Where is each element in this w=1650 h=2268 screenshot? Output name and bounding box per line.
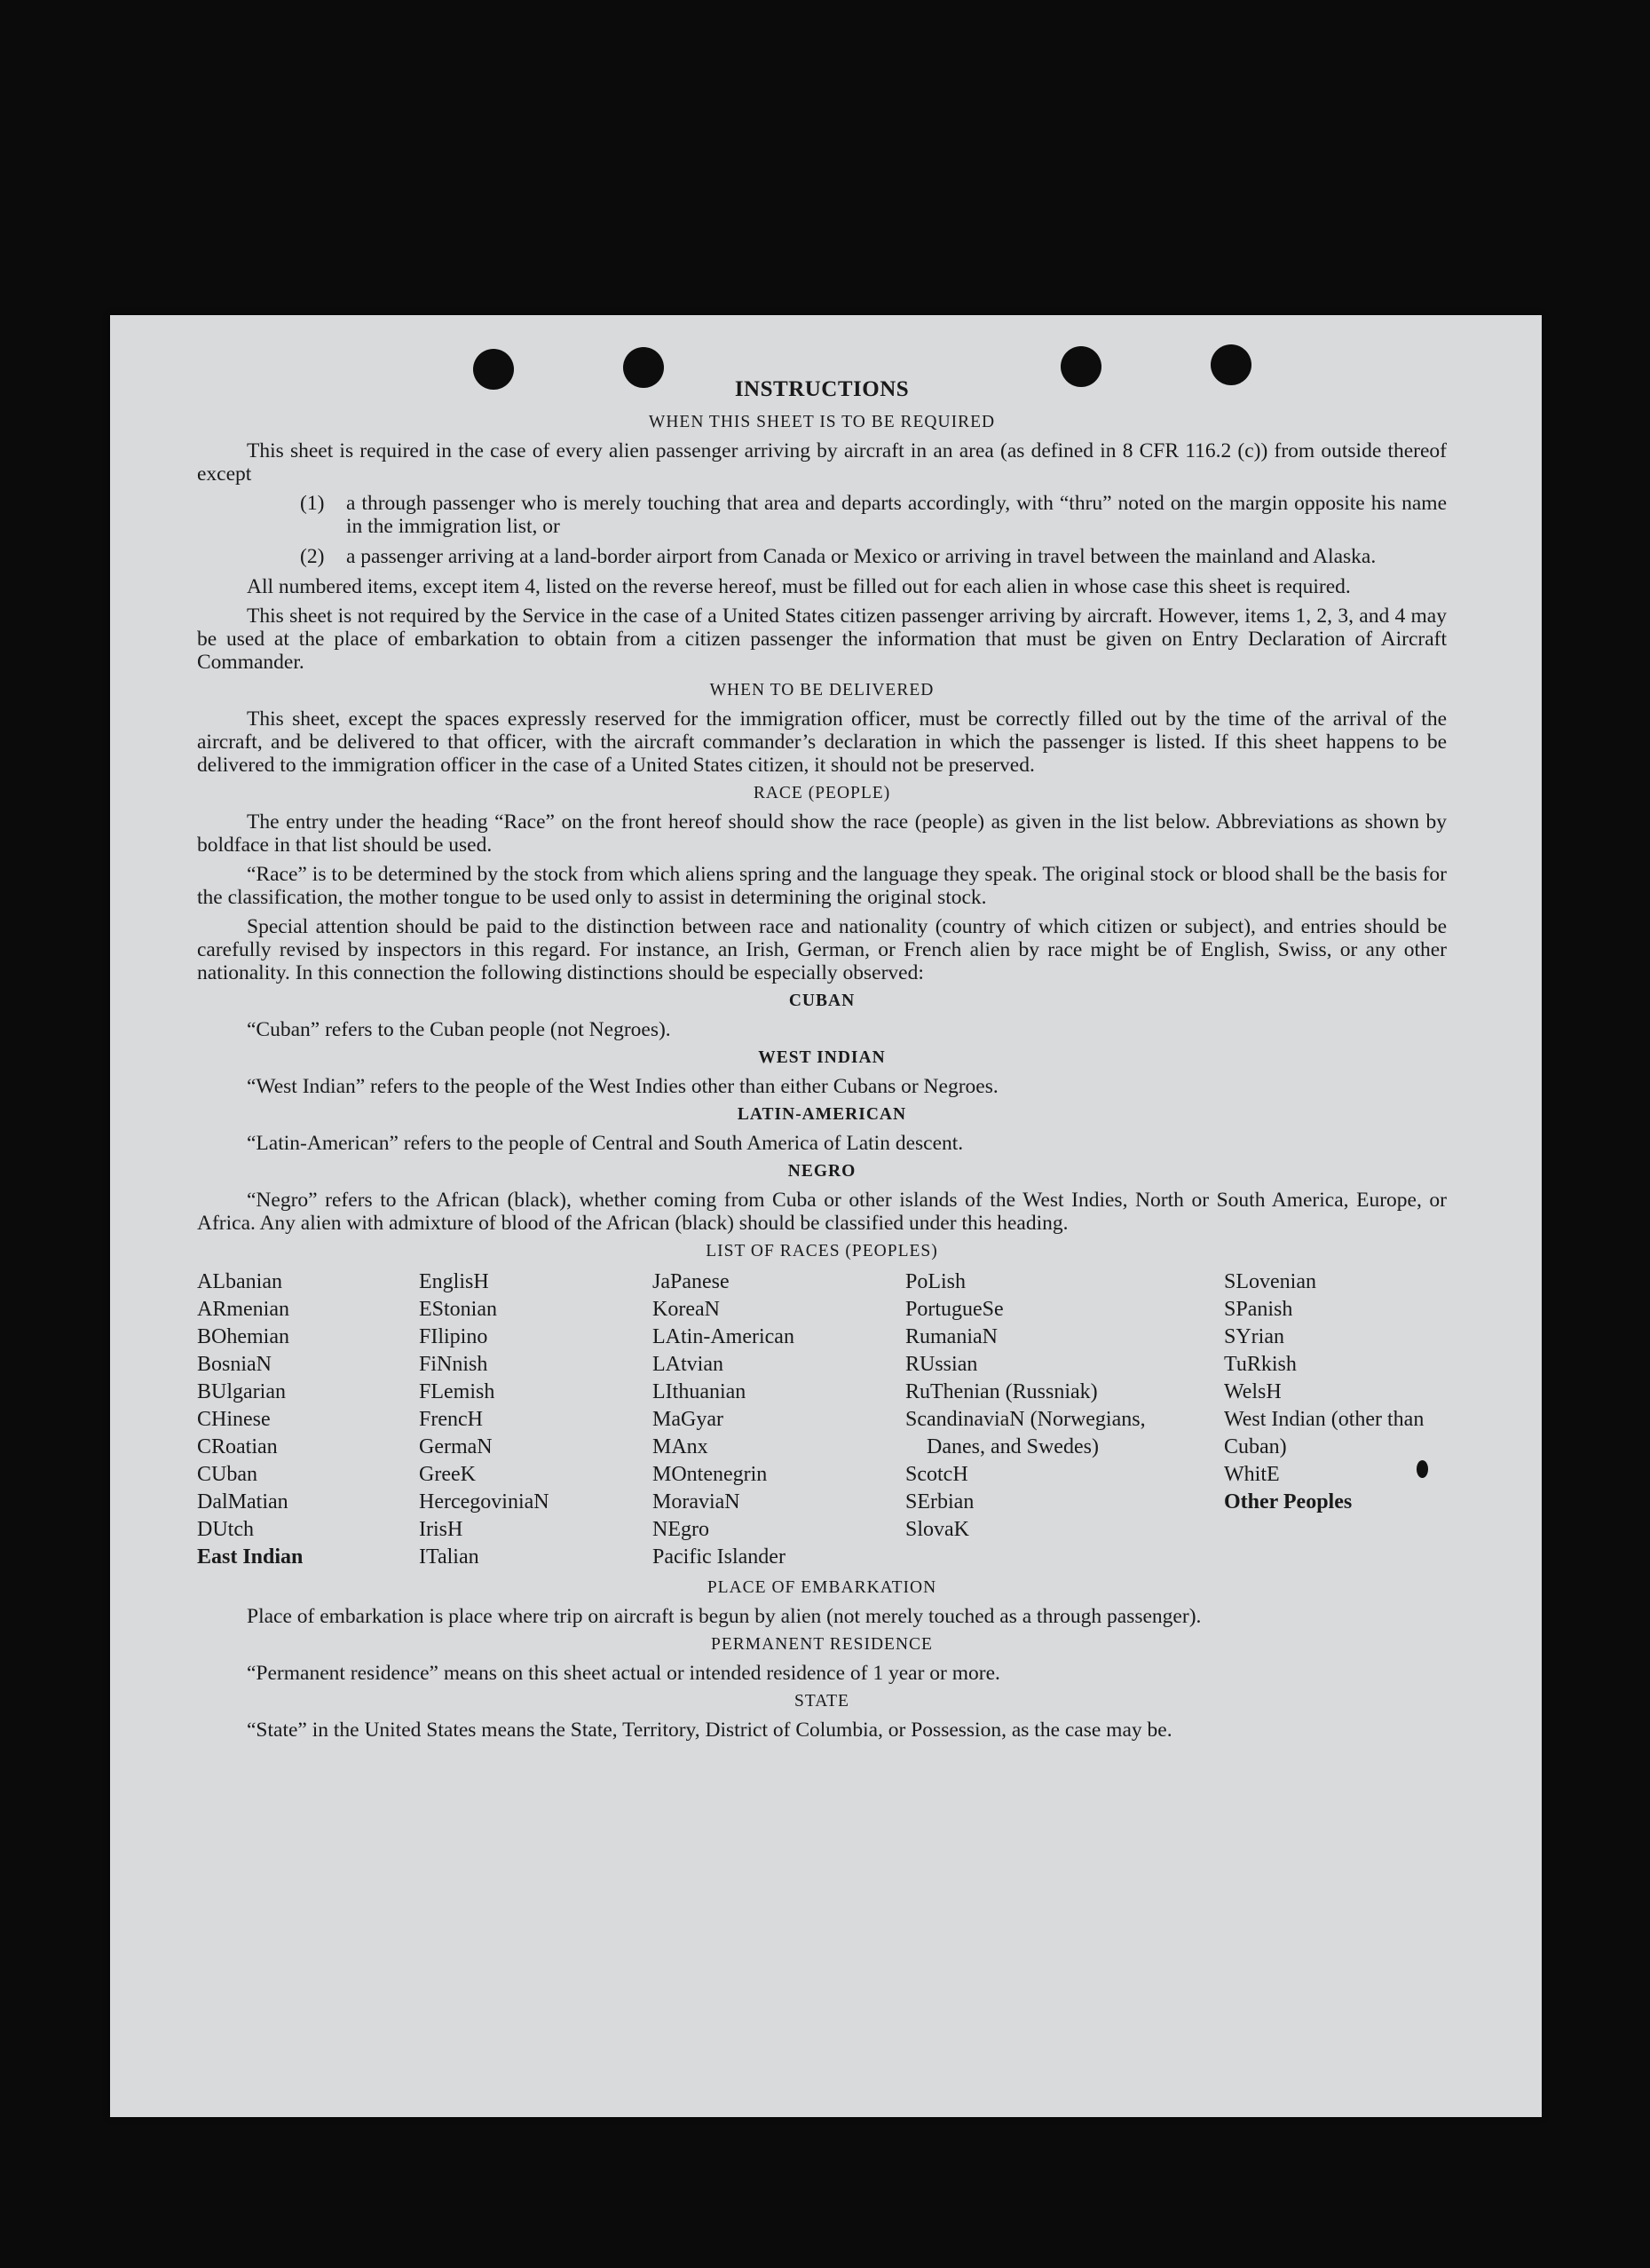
race-entry: HercegoviniaN: [419, 1490, 549, 1513]
paragraph: All numbered items, except item 4, listed on the reverse hereof, must be filled out for each alien in whose case this sheet is required.: [247, 575, 1351, 598]
race-entry: BOhemian: [197, 1325, 289, 1348]
race-entry: SYrian: [1224, 1325, 1284, 1348]
heading-latin-american: LATIN-AMERICAN: [737, 1105, 907, 1124]
race-entry: GreeK: [419, 1463, 476, 1486]
race-entry: RUssian: [905, 1353, 978, 1376]
races-list: [197, 1268, 1447, 1571]
race-entry: FLemish: [419, 1380, 495, 1403]
race-entry: MOntenegrin: [652, 1463, 768, 1486]
race-entry: SlovaK: [905, 1518, 969, 1541]
paragraph: “Race” is to be determined by the stock from which aliens spring and the language they speak. The original stock or blood shall be the basis for the classification, the mother tongue to be used only to assist in determining the original stock.: [197, 863, 1447, 909]
race-entry: EStonian: [419, 1298, 497, 1321]
page-title: INSTRUCTIONS: [734, 377, 910, 401]
race-entry: DUtch: [197, 1518, 254, 1541]
race-entry: Pacific Islander: [652, 1545, 786, 1569]
race-entry: BosniaN: [197, 1353, 272, 1376]
race-entry: FrencH: [419, 1408, 483, 1431]
race-entry: West Indian (other than Cuban): [1224, 1408, 1425, 1458]
paragraph: “State” in the United States means the State, Territory, District of Columbia, or Possession, as the case may be.: [247, 1719, 1172, 1742]
numbered-item: [197, 492, 1447, 538]
race-entry: LAtvian: [652, 1353, 723, 1376]
race-entry: EnglisH: [419, 1270, 489, 1293]
race-entry: JaPanese: [652, 1270, 730, 1293]
races-column: [905, 1268, 1224, 1571]
race-entry: FIlipino: [419, 1325, 488, 1348]
heading-races-list: LIST OF RACES (PEOPLES): [706, 1242, 938, 1260]
race-entry: IrisH: [419, 1518, 463, 1541]
heading-when-required: WHEN THIS SHEET IS TO BE REQUIRED: [648, 413, 996, 431]
paragraph: “Negro” refers to the African (black), whether coming from Cuba or other islands of the West Indies, North or South America, Europe, or Africa. Any alien with admixture of blood of the African (black) should be classified under this heading.: [197, 1189, 1447, 1235]
paragraph: Place of embarkation is place where trip on aircraft is begun by alien (not merely touched as a through passenger).: [247, 1605, 1202, 1628]
race-entry: MoraviaN: [652, 1490, 740, 1513]
race-entry: PortugueSe: [905, 1298, 1004, 1321]
race-entry: SPanish: [1224, 1298, 1293, 1321]
race-entry: BUlgarian: [197, 1380, 286, 1403]
item-number: (2): [300, 545, 325, 568]
races-column: [1224, 1268, 1447, 1571]
race-entry: WhitE: [1224, 1463, 1280, 1486]
heading-cuban: CUBAN: [788, 992, 856, 1010]
heading-state: STATE: [794, 1692, 849, 1711]
race-entry: WelsH: [1224, 1380, 1282, 1403]
item-number: (1): [300, 492, 325, 515]
race-entry: SLovenian: [1224, 1270, 1316, 1293]
race-entry: SErbian: [905, 1490, 975, 1513]
race-entry: KoreaN: [652, 1298, 720, 1321]
races-column: [197, 1268, 419, 1571]
race-entry: East Indian: [197, 1545, 304, 1569]
races-column: [652, 1268, 905, 1571]
race-entry: CUban: [197, 1463, 257, 1486]
race-entry: ITalian: [419, 1545, 479, 1569]
race-entry: Other Peoples: [1224, 1490, 1353, 1513]
race-entry: PoLish: [905, 1270, 967, 1293]
paragraph: This sheet is not required by the Service in the case of a United States citizen passenger arriving by aircraft. However, items 1, 2, 3, and 4 may be used at the place of embarkation to obtain from a citizen passenger the information that must be given on Entry Declaration of Aircraft Commander.: [197, 605, 1447, 674]
heading-west-indian: WEST INDIAN: [758, 1048, 886, 1067]
race-entry: MaGyar: [652, 1408, 723, 1431]
race-entry: FiNnish: [419, 1353, 488, 1376]
paragraph: “Permanent residence” means on this sheet actual or intended residence of 1 year or more.: [247, 1662, 1000, 1685]
race-entry: TuRkish: [1224, 1353, 1297, 1376]
race-entry: ScotcH: [905, 1463, 968, 1486]
race-entry: RuThenian (Russniak): [905, 1380, 1098, 1403]
document-body: [197, 377, 1447, 1748]
heading-race: RACE (PEOPLE): [753, 784, 891, 802]
races-column: [419, 1268, 652, 1571]
race-entry: ARmenian: [197, 1298, 289, 1321]
race-entry: DalMatian: [197, 1490, 288, 1513]
race-entry: ALbanian: [197, 1270, 282, 1293]
race-entry: RumaniaN: [905, 1325, 998, 1348]
race-entry: ScandinaviaN (Norwegians, Danes, and Swedes): [905, 1408, 1146, 1458]
race-entry: CRoatian: [197, 1435, 278, 1458]
numbered-item: [197, 545, 1447, 568]
paragraph: “Latin-American” refers to the people of Central and South America of Latin descent.: [247, 1132, 964, 1155]
paragraph: “West Indian” refers to the people of the West Indies other than either Cubans or Negroes.: [247, 1075, 999, 1098]
heading-embarkation: PLACE OF EMBARKATION: [707, 1578, 937, 1597]
race-entry: GermaN: [419, 1435, 493, 1458]
paragraph: “Cuban” refers to the Cuban people (not Negroes).: [247, 1018, 671, 1041]
race-entry: CHinese: [197, 1408, 271, 1431]
race-entry: LIthuanian: [652, 1380, 746, 1403]
heading-when-delivered: WHEN TO BE DELIVERED: [709, 681, 935, 699]
paragraph: Special attention should be paid to the distinction between race and nationality (country of which citizen or subject), and entries should be carefully revised by inspectors in this regard. For instance, an Irish, German, or French alien by race might be of English, Swiss, or any other nationality. In this connection the following distinctions should be especially observed:: [197, 915, 1447, 984]
heading-negro: NEGRO: [787, 1162, 857, 1181]
heading-permanent-residence: PERMANENT RESIDENCE: [711, 1635, 933, 1654]
paragraph: This sheet is required in the case of every alien passenger arriving by aircraft in an area (as defined in 8 CFR 116.2 (c)) from outside thereof except: [197, 439, 1447, 486]
instruction-sheet: [110, 315, 1542, 2117]
race-entry: MAnx: [652, 1435, 708, 1458]
item-text: a through passenger who is merely touching that area and departs accordingly, with “thru” noted on the margin opposite his name in the immigration list, or: [346, 492, 1447, 538]
race-entry: LAtin-American: [652, 1325, 794, 1348]
paragraph: The entry under the heading “Race” on the front hereof should show the race (people) as given in the list below. Abbreviations as shown by boldface in that list should be used.: [197, 810, 1447, 857]
paragraph: This sheet, except the spaces expressly reserved for the immigration officer, must be correctly filled out by the time of the arrival of the aircraft, and be delivered to that officer, with the aircraft commander’s declaration in which the passenger is listed. If this sheet happens to be delivered to the immigration officer in the case of a United States citizen, it should not be preserved.: [197, 707, 1447, 777]
item-text: a passenger arriving at a land-border airport from Canada or Mexico or arriving in travel between the mainland and Alaska.: [346, 545, 1377, 568]
race-entry: NEgro: [652, 1518, 709, 1541]
